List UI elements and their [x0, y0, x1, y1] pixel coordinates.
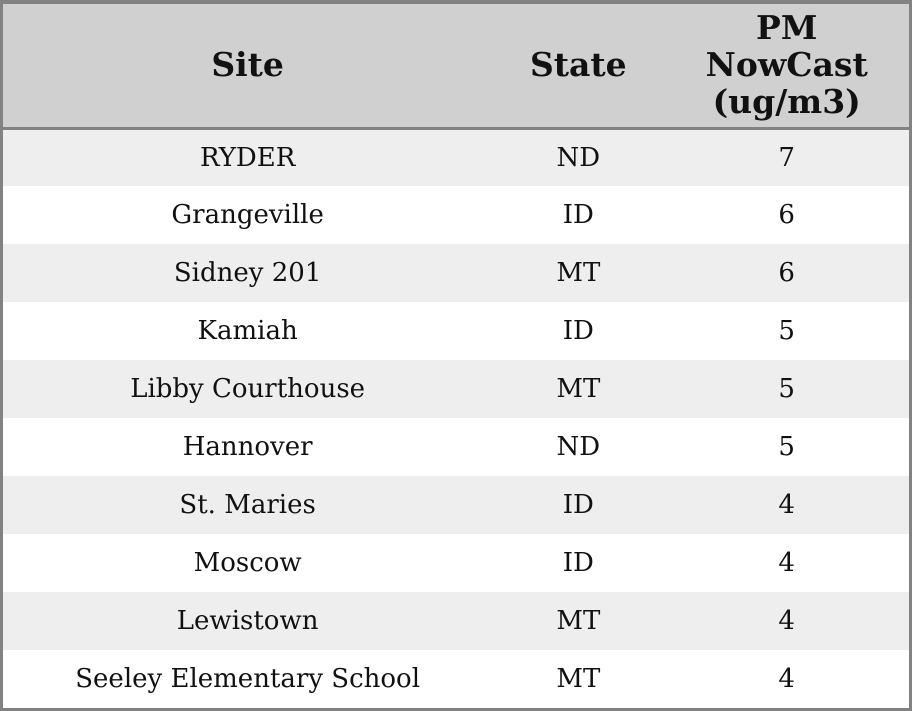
pm-value-cell: 4: [664, 534, 909, 592]
table-row: [3, 128, 909, 186]
table-row: [3, 244, 909, 302]
table-row: [3, 418, 909, 476]
state-cell: MT: [492, 244, 664, 302]
site-cell: Lewistown: [3, 592, 492, 650]
state-cell: MT: [492, 592, 664, 650]
pm-value-cell: 6: [664, 186, 909, 244]
state-cell: ND: [492, 128, 664, 186]
state-cell: ID: [492, 476, 664, 534]
site-cell: St. Maries: [3, 476, 492, 534]
table-row: [3, 650, 909, 708]
pm-nowcast-table: [3, 4, 909, 708]
table-row: [3, 534, 909, 592]
table-row: [3, 476, 909, 534]
pm-value-cell: 4: [664, 476, 909, 534]
table-row: [3, 360, 909, 418]
pm-value-cell: 7: [664, 128, 909, 186]
state-cell: ID: [492, 302, 664, 360]
state-cell: ID: [492, 534, 664, 592]
pm-value-cell: 5: [664, 302, 909, 360]
state-cell: ND: [492, 418, 664, 476]
column-header-state: State: [492, 4, 664, 128]
pm-value-cell: 5: [664, 360, 909, 418]
column-header-site: Site: [3, 4, 492, 128]
pm-value-cell: 5: [664, 418, 909, 476]
site-cell: Grangeville: [3, 186, 492, 244]
pm-value-cell: 4: [664, 592, 909, 650]
site-cell: Kamiah: [3, 302, 492, 360]
table-row: [3, 186, 909, 244]
site-cell: Moscow: [3, 534, 492, 592]
site-cell: Libby Courthouse: [3, 360, 492, 418]
state-cell: ID: [492, 186, 664, 244]
site-cell: RYDER: [3, 128, 492, 186]
state-cell: MT: [492, 650, 664, 708]
pm-value-cell: 4: [664, 650, 909, 708]
header-row: [3, 4, 909, 128]
table-row: [3, 302, 909, 360]
table-header: [3, 4, 909, 128]
pm-value-cell: 6: [664, 244, 909, 302]
site-cell: Seeley Elementary School: [3, 650, 492, 708]
site-cell: Sidney 201: [3, 244, 492, 302]
table-body: [3, 128, 909, 708]
column-header-pm-nowcast: PM NowCast (ug/m3): [664, 4, 909, 128]
state-cell: MT: [492, 360, 664, 418]
site-cell: Hannover: [3, 418, 492, 476]
table-row: [3, 592, 909, 650]
